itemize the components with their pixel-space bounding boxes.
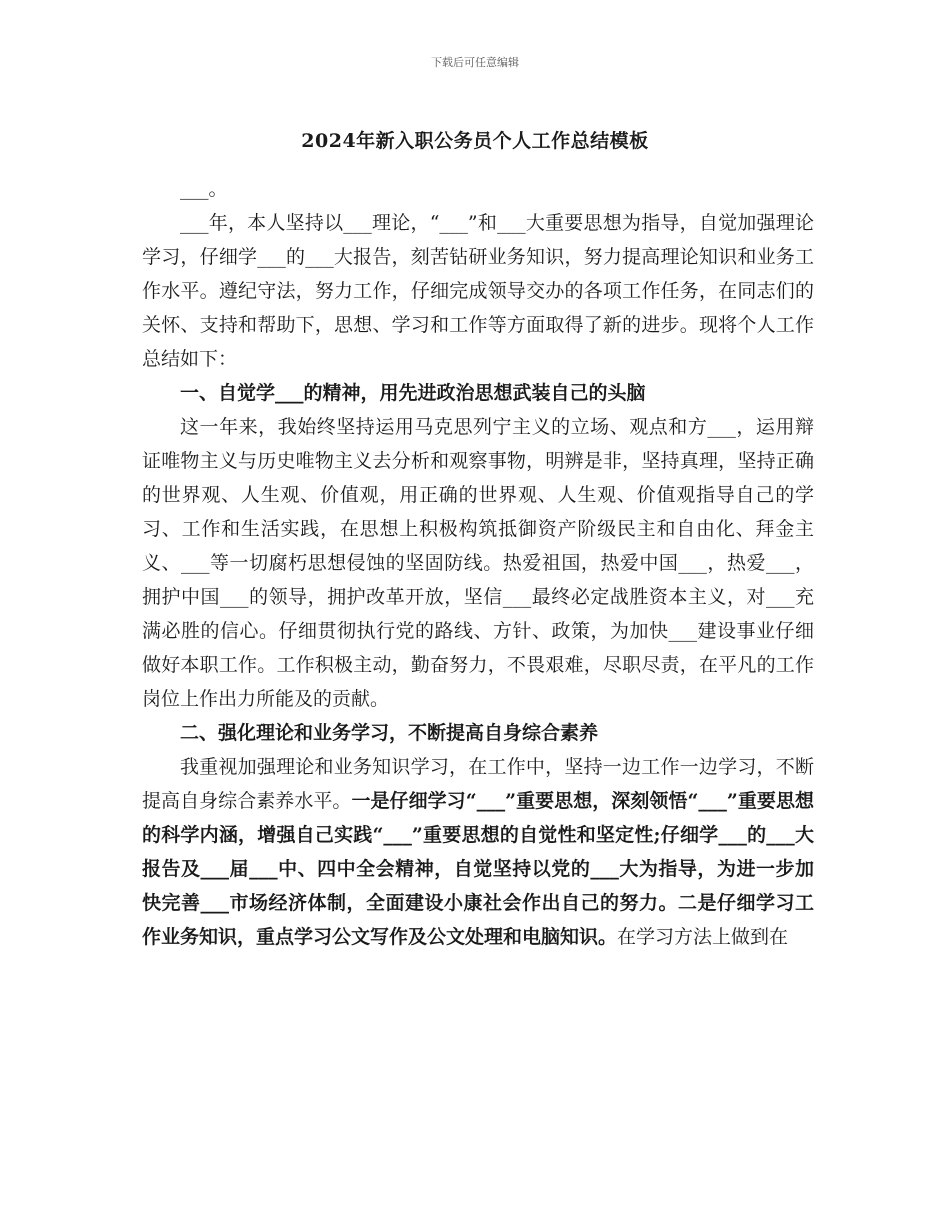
paragraph-section-2-intro: 我重视加强理论和业务知识学习，在工作中，坚持一边工作一边学习，不断提高自身综合素养水平。 xyxy=(142,756,814,812)
page-header-note: 下载后可任意编辑 xyxy=(431,56,519,69)
paragraph-section-1: 这一年来，我始终坚持运用马克思列宁主义的立场、观点和方___，运用辩证唯物主义与历史唯物主义去分析和观察事物，明辨是非，坚持真理，坚持正确的世界观、人生观、价值观，用正确的世界观、人生观、价值观指导自己的学习、工作和生活实践，在思想上积极构筑抵御资产阶级民主和自由化、拜金主义、___等一切腐朽思想侵蚀的坚固防线。热爱祖国，热爱中国___，热爱___，拥护中国___的领导，拥护改革开放，坚信___最终必定战胜资本主义，对___充满必胜的信心。仔细贯彻执行党的路线、方针、政策，为加快___建设事业仔细做好本职工作。工作积极主动，勤奋努力，不畏艰难，尽职尽责，在平凡的工作岗位上作出力所能及的贡献。 xyxy=(142,416,814,710)
paragraph-section-2-tail: 在学习方法上做到在 xyxy=(617,926,789,948)
document-title: 2024年新入职公务员个人工作总结模板 xyxy=(301,130,649,152)
paragraph-section-2-bold: 一是仔细学习“___”重要思想，深刻领悟“___”重要思想的科学内涵，增强自己实践“___”重要思想的自觉性和坚定性;仔细学___的___大报告及___届___中、四中全会精神，自觉坚持以党的___大为指导，为进一步加快完善___市场经济体制，全面建设小康社会作出自己的努力。二是仔细学习工作业务知识，重点学习公文写作及公文处理和电脑知识。 xyxy=(142,790,814,948)
paragraph-opening: ___。 xyxy=(180,178,228,200)
section-heading-1: 一、自觉学___的精神，用先进政治思想武装自己的头脑 xyxy=(180,382,646,404)
paragraph-intro: ___年，本人坚持以___理论，“___”和___大重要思想为指导，自觉加强理论学习，仔细学___的___大报告，刻苦钻研业务知识，努力提高理论知识和业务工作水平。遵纪守法，努力工作，仔细完成领导交办的各项工作任务，在同志们的关怀、支持和帮助下，思想、学习和工作等方面取得了新的进步。现将个人工作总结如下： xyxy=(142,212,814,370)
section-heading-2: 二、强化理论和业务学习，不断提高自身综合素养 xyxy=(180,722,599,744)
paragraph-section-2 xyxy=(142,750,814,954)
document-body xyxy=(142,172,814,954)
